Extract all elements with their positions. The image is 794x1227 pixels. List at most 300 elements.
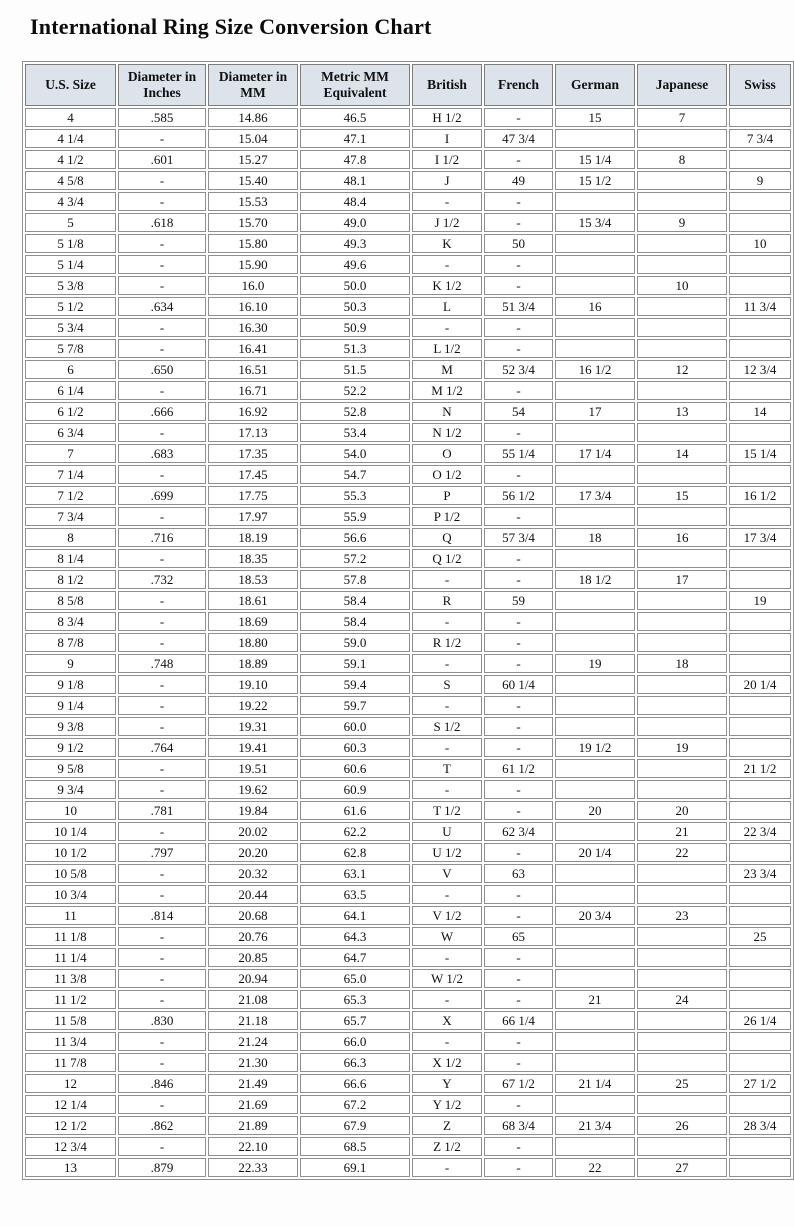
cell: M: [412, 360, 482, 379]
cell: [729, 213, 791, 232]
table-row: [25, 381, 791, 400]
cell: [555, 885, 635, 904]
column-header: Metric MM Equivalent: [300, 64, 410, 106]
cell: .732: [118, 570, 206, 589]
cell: .585: [118, 108, 206, 127]
cell: 55.9: [300, 507, 410, 526]
cell: 15.80: [208, 234, 298, 253]
cell: -: [484, 801, 553, 820]
cell: 20 1/4: [729, 675, 791, 694]
cell: 11 1/2: [25, 990, 116, 1009]
table-row: [25, 444, 791, 463]
cell: -: [484, 843, 553, 862]
cell: 57.2: [300, 549, 410, 568]
cell: -: [118, 612, 206, 631]
cell: [729, 633, 791, 652]
cell: .814: [118, 906, 206, 925]
cell: 21 3/4: [555, 1116, 635, 1135]
cell: -: [118, 507, 206, 526]
cell: 9: [25, 654, 116, 673]
cell: -: [118, 1053, 206, 1072]
cell: 11 3/4: [729, 297, 791, 316]
cell: [637, 465, 727, 484]
cell: 7 3/4: [25, 507, 116, 526]
cell: T 1/2: [412, 801, 482, 820]
cell: [637, 255, 727, 274]
cell: -: [484, 1032, 553, 1051]
cell: [637, 192, 727, 211]
cell: 62.8: [300, 843, 410, 862]
cell: [555, 927, 635, 946]
cell: 8: [25, 528, 116, 547]
column-header: U.S. Size: [25, 64, 116, 106]
cell: -: [484, 213, 553, 232]
cell: 5 1/4: [25, 255, 116, 274]
cell: [555, 234, 635, 253]
table-row: [25, 318, 791, 337]
cell: 8 7/8: [25, 633, 116, 652]
cell: -: [484, 780, 553, 799]
cell: .634: [118, 297, 206, 316]
table-row: [25, 108, 791, 127]
cell: 15: [555, 108, 635, 127]
cell: 25: [729, 927, 791, 946]
cell: -: [118, 171, 206, 190]
cell: 16 1/2: [729, 486, 791, 505]
cell: 22.33: [208, 1158, 298, 1177]
cell: 6: [25, 360, 116, 379]
cell: -: [484, 108, 553, 127]
cell: 19: [555, 654, 635, 673]
cell: [637, 885, 727, 904]
cell: 18.80: [208, 633, 298, 652]
cell: 60.3: [300, 738, 410, 757]
cell: 66.3: [300, 1053, 410, 1072]
cell: 11 5/8: [25, 1011, 116, 1030]
cell: 52 3/4: [484, 360, 553, 379]
cell: [637, 1095, 727, 1114]
table-row: [25, 339, 791, 358]
cell: 9 1/2: [25, 738, 116, 757]
cell: .781: [118, 801, 206, 820]
cell: -: [118, 969, 206, 988]
header-row: [25, 64, 791, 106]
cell: [637, 927, 727, 946]
cell: [729, 192, 791, 211]
table-row: [25, 234, 791, 253]
cell: 11: [25, 906, 116, 925]
cell: Z: [412, 1116, 482, 1135]
cell: 46.5: [300, 108, 410, 127]
cell: 14.86: [208, 108, 298, 127]
table-row: [25, 1137, 791, 1156]
cell: 18.35: [208, 549, 298, 568]
cell: 14: [637, 444, 727, 463]
table-row: [25, 150, 791, 169]
cell: -: [118, 864, 206, 883]
table-row: [25, 969, 791, 988]
cell: [555, 717, 635, 736]
cell: [729, 339, 791, 358]
cell: [555, 1137, 635, 1156]
cell: 15 3/4: [555, 213, 635, 232]
cell: K: [412, 234, 482, 253]
table-row: [25, 780, 791, 799]
cell: 16 1/2: [555, 360, 635, 379]
cell: [729, 948, 791, 967]
cell: 54.0: [300, 444, 410, 463]
cell: 66.0: [300, 1032, 410, 1051]
cell: 10: [729, 234, 791, 253]
cell: 9: [729, 171, 791, 190]
cell: X 1/2: [412, 1053, 482, 1072]
cell: 6 3/4: [25, 423, 116, 442]
cell: 47.8: [300, 150, 410, 169]
cell: 19.62: [208, 780, 298, 799]
cell: 54: [484, 402, 553, 421]
cell: 15.53: [208, 192, 298, 211]
table-row: [25, 360, 791, 379]
cell: -: [484, 612, 553, 631]
cell: -: [118, 990, 206, 1009]
cell: I 1/2: [412, 150, 482, 169]
cell: .650: [118, 360, 206, 379]
cell: 19 1/2: [555, 738, 635, 757]
cell: 11 3/4: [25, 1032, 116, 1051]
cell: -: [118, 465, 206, 484]
table-row: [25, 486, 791, 505]
cell: -: [118, 759, 206, 778]
cell: 68 3/4: [484, 1116, 553, 1135]
cell: [555, 759, 635, 778]
cell: Q: [412, 528, 482, 547]
cell: 6 1/4: [25, 381, 116, 400]
cell: 4 1/2: [25, 150, 116, 169]
cell: K 1/2: [412, 276, 482, 295]
cell: 56.6: [300, 528, 410, 547]
table-row: [25, 1095, 791, 1114]
cell: 19.41: [208, 738, 298, 757]
cell: -: [484, 1053, 553, 1072]
cell: 7: [25, 444, 116, 463]
cell: Y 1/2: [412, 1095, 482, 1114]
column-header: Swiss: [729, 64, 791, 106]
cell: [637, 1053, 727, 1072]
cell: -: [412, 570, 482, 589]
table-row: [25, 255, 791, 274]
ring-size-table: [22, 61, 794, 1180]
cell: P: [412, 486, 482, 505]
cell: 60 1/4: [484, 675, 553, 694]
cell: 20.76: [208, 927, 298, 946]
table-row: [25, 171, 791, 190]
cell: -: [118, 780, 206, 799]
cell: [555, 780, 635, 799]
cell: 20 3/4: [555, 906, 635, 925]
cell: 17.13: [208, 423, 298, 442]
cell: -: [484, 654, 553, 673]
cell: [555, 276, 635, 295]
cell: [637, 591, 727, 610]
cell: -: [118, 822, 206, 841]
cell: 9 5/8: [25, 759, 116, 778]
cell: [637, 507, 727, 526]
cell: -: [484, 885, 553, 904]
cell: 63.5: [300, 885, 410, 904]
cell: 57.8: [300, 570, 410, 589]
cell: -: [118, 717, 206, 736]
cell: -: [484, 507, 553, 526]
cell: P 1/2: [412, 507, 482, 526]
cell: 50.0: [300, 276, 410, 295]
cell: [729, 696, 791, 715]
cell: 48.1: [300, 171, 410, 190]
cell: 50.9: [300, 318, 410, 337]
cell: V: [412, 864, 482, 883]
cell: 58.4: [300, 591, 410, 610]
cell: 15: [637, 486, 727, 505]
cell: [555, 255, 635, 274]
cell: 19.51: [208, 759, 298, 778]
table-row: [25, 612, 791, 631]
cell: 59.1: [300, 654, 410, 673]
cell: [555, 549, 635, 568]
cell: 63.1: [300, 864, 410, 883]
cell: 21.18: [208, 1011, 298, 1030]
cell: [555, 129, 635, 148]
cell: -: [484, 423, 553, 442]
cell: 17.45: [208, 465, 298, 484]
cell: 20.20: [208, 843, 298, 862]
cell: 18.53: [208, 570, 298, 589]
table-row: [25, 1011, 791, 1030]
cell: 60.0: [300, 717, 410, 736]
cell: [637, 549, 727, 568]
cell: -: [118, 927, 206, 946]
cell: 54.7: [300, 465, 410, 484]
table-row: [25, 549, 791, 568]
cell: 21: [637, 822, 727, 841]
cell: 12 1/4: [25, 1095, 116, 1114]
cell: 17 3/4: [555, 486, 635, 505]
cell: -: [484, 381, 553, 400]
cell: 59.0: [300, 633, 410, 652]
cell: [637, 234, 727, 253]
cell: 11 3/8: [25, 969, 116, 988]
cell: 67.9: [300, 1116, 410, 1135]
column-header: Japanese: [637, 64, 727, 106]
cell: 16.0: [208, 276, 298, 295]
cell: [729, 507, 791, 526]
cell: -: [412, 192, 482, 211]
cell: -: [484, 738, 553, 757]
cell: -: [118, 633, 206, 652]
cell: -: [412, 654, 482, 673]
cell: [555, 381, 635, 400]
cell: 65: [484, 927, 553, 946]
cell: .618: [118, 213, 206, 232]
table-body: [25, 108, 791, 1177]
cell: 23 3/4: [729, 864, 791, 883]
cell: 22.10: [208, 1137, 298, 1156]
cell: 5 3/4: [25, 318, 116, 337]
cell: 28 3/4: [729, 1116, 791, 1135]
cell: [555, 675, 635, 694]
cell: 23: [637, 906, 727, 925]
cell: 8: [637, 150, 727, 169]
column-header: French: [484, 64, 553, 106]
table-row: [25, 696, 791, 715]
cell: 17 3/4: [729, 528, 791, 547]
cell: T: [412, 759, 482, 778]
cell: [555, 318, 635, 337]
cell: -: [412, 1158, 482, 1177]
cell: .716: [118, 528, 206, 547]
cell: [637, 1137, 727, 1156]
cell: [555, 192, 635, 211]
cell: [555, 507, 635, 526]
cell: 21: [555, 990, 635, 1009]
table-row: [25, 822, 791, 841]
cell: 59: [484, 591, 553, 610]
cell: 4: [25, 108, 116, 127]
cell: 48.4: [300, 192, 410, 211]
cell: [729, 780, 791, 799]
table-row: [25, 759, 791, 778]
table-row: [25, 1158, 791, 1177]
cell: 11 7/8: [25, 1053, 116, 1072]
cell: [637, 780, 727, 799]
cell: -: [118, 276, 206, 295]
table-row: [25, 1116, 791, 1135]
cell: 18.19: [208, 528, 298, 547]
cell: [555, 591, 635, 610]
cell: -: [412, 255, 482, 274]
cell: R 1/2: [412, 633, 482, 652]
cell: -: [484, 1137, 553, 1156]
cell: L: [412, 297, 482, 316]
cell: [729, 885, 791, 904]
cell: [729, 612, 791, 631]
cell: [555, 1032, 635, 1051]
table-row: [25, 192, 791, 211]
cell: [637, 612, 727, 631]
cell: 5 3/8: [25, 276, 116, 295]
cell: 19: [729, 591, 791, 610]
cell: 60.9: [300, 780, 410, 799]
cell: -: [118, 339, 206, 358]
cell: 15 1/2: [555, 171, 635, 190]
cell: -: [118, 1095, 206, 1114]
cell: J 1/2: [412, 213, 482, 232]
cell: 13: [637, 402, 727, 421]
cell: N 1/2: [412, 423, 482, 442]
cell: 24: [637, 990, 727, 1009]
cell: -: [484, 339, 553, 358]
cell: L 1/2: [412, 339, 482, 358]
cell: 49.0: [300, 213, 410, 232]
cell: [555, 864, 635, 883]
cell: 5 1/8: [25, 234, 116, 253]
cell: [729, 654, 791, 673]
cell: 16.92: [208, 402, 298, 421]
cell: [729, 1053, 791, 1072]
cell: -: [118, 948, 206, 967]
cell: 21 1/4: [555, 1074, 635, 1093]
cell: 49.6: [300, 255, 410, 274]
cell: -: [412, 696, 482, 715]
cell: .797: [118, 843, 206, 862]
cell: .699: [118, 486, 206, 505]
cell: 26: [637, 1116, 727, 1135]
cell: 51.3: [300, 339, 410, 358]
cell: 50: [484, 234, 553, 253]
cell: H 1/2: [412, 108, 482, 127]
cell: 9 3/4: [25, 780, 116, 799]
cell: [729, 969, 791, 988]
cell: -: [484, 906, 553, 925]
cell: 22: [555, 1158, 635, 1177]
cell: 17: [555, 402, 635, 421]
page-title: International Ring Size Conversion Chart: [30, 14, 432, 39]
cell: 15.40: [208, 171, 298, 190]
cell: 21.49: [208, 1074, 298, 1093]
cell: 61.6: [300, 801, 410, 820]
cell: [637, 171, 727, 190]
cell: 52.8: [300, 402, 410, 421]
cell: 21 1/2: [729, 759, 791, 778]
cell: 47 3/4: [484, 129, 553, 148]
table-row: [25, 654, 791, 673]
cell: -: [412, 885, 482, 904]
cell: [555, 423, 635, 442]
cell: 55.3: [300, 486, 410, 505]
column-header: German: [555, 64, 635, 106]
cell: 51.5: [300, 360, 410, 379]
cell: 16.30: [208, 318, 298, 337]
cell: 9: [637, 213, 727, 232]
cell: .683: [118, 444, 206, 463]
cell: -: [484, 150, 553, 169]
cell: 47.1: [300, 129, 410, 148]
table-row: [25, 591, 791, 610]
cell: 18: [555, 528, 635, 547]
table-row: [25, 675, 791, 694]
cell: [637, 633, 727, 652]
cell: 10 3/4: [25, 885, 116, 904]
cell: [729, 570, 791, 589]
cell: -: [412, 990, 482, 1009]
cell: 62.2: [300, 822, 410, 841]
cell: 21.08: [208, 990, 298, 1009]
table-row: [25, 465, 791, 484]
cell: -: [484, 318, 553, 337]
cell: [729, 423, 791, 442]
cell: 9 1/4: [25, 696, 116, 715]
table-row: [25, 738, 791, 757]
cell: 64.1: [300, 906, 410, 925]
cell: [729, 276, 791, 295]
cell: -: [118, 318, 206, 337]
cell: [555, 339, 635, 358]
cell: 19.31: [208, 717, 298, 736]
cell: [637, 381, 727, 400]
cell: [637, 969, 727, 988]
cell: V 1/2: [412, 906, 482, 925]
cell: 27: [637, 1158, 727, 1177]
cell: -: [118, 234, 206, 253]
cell: 59.7: [300, 696, 410, 715]
